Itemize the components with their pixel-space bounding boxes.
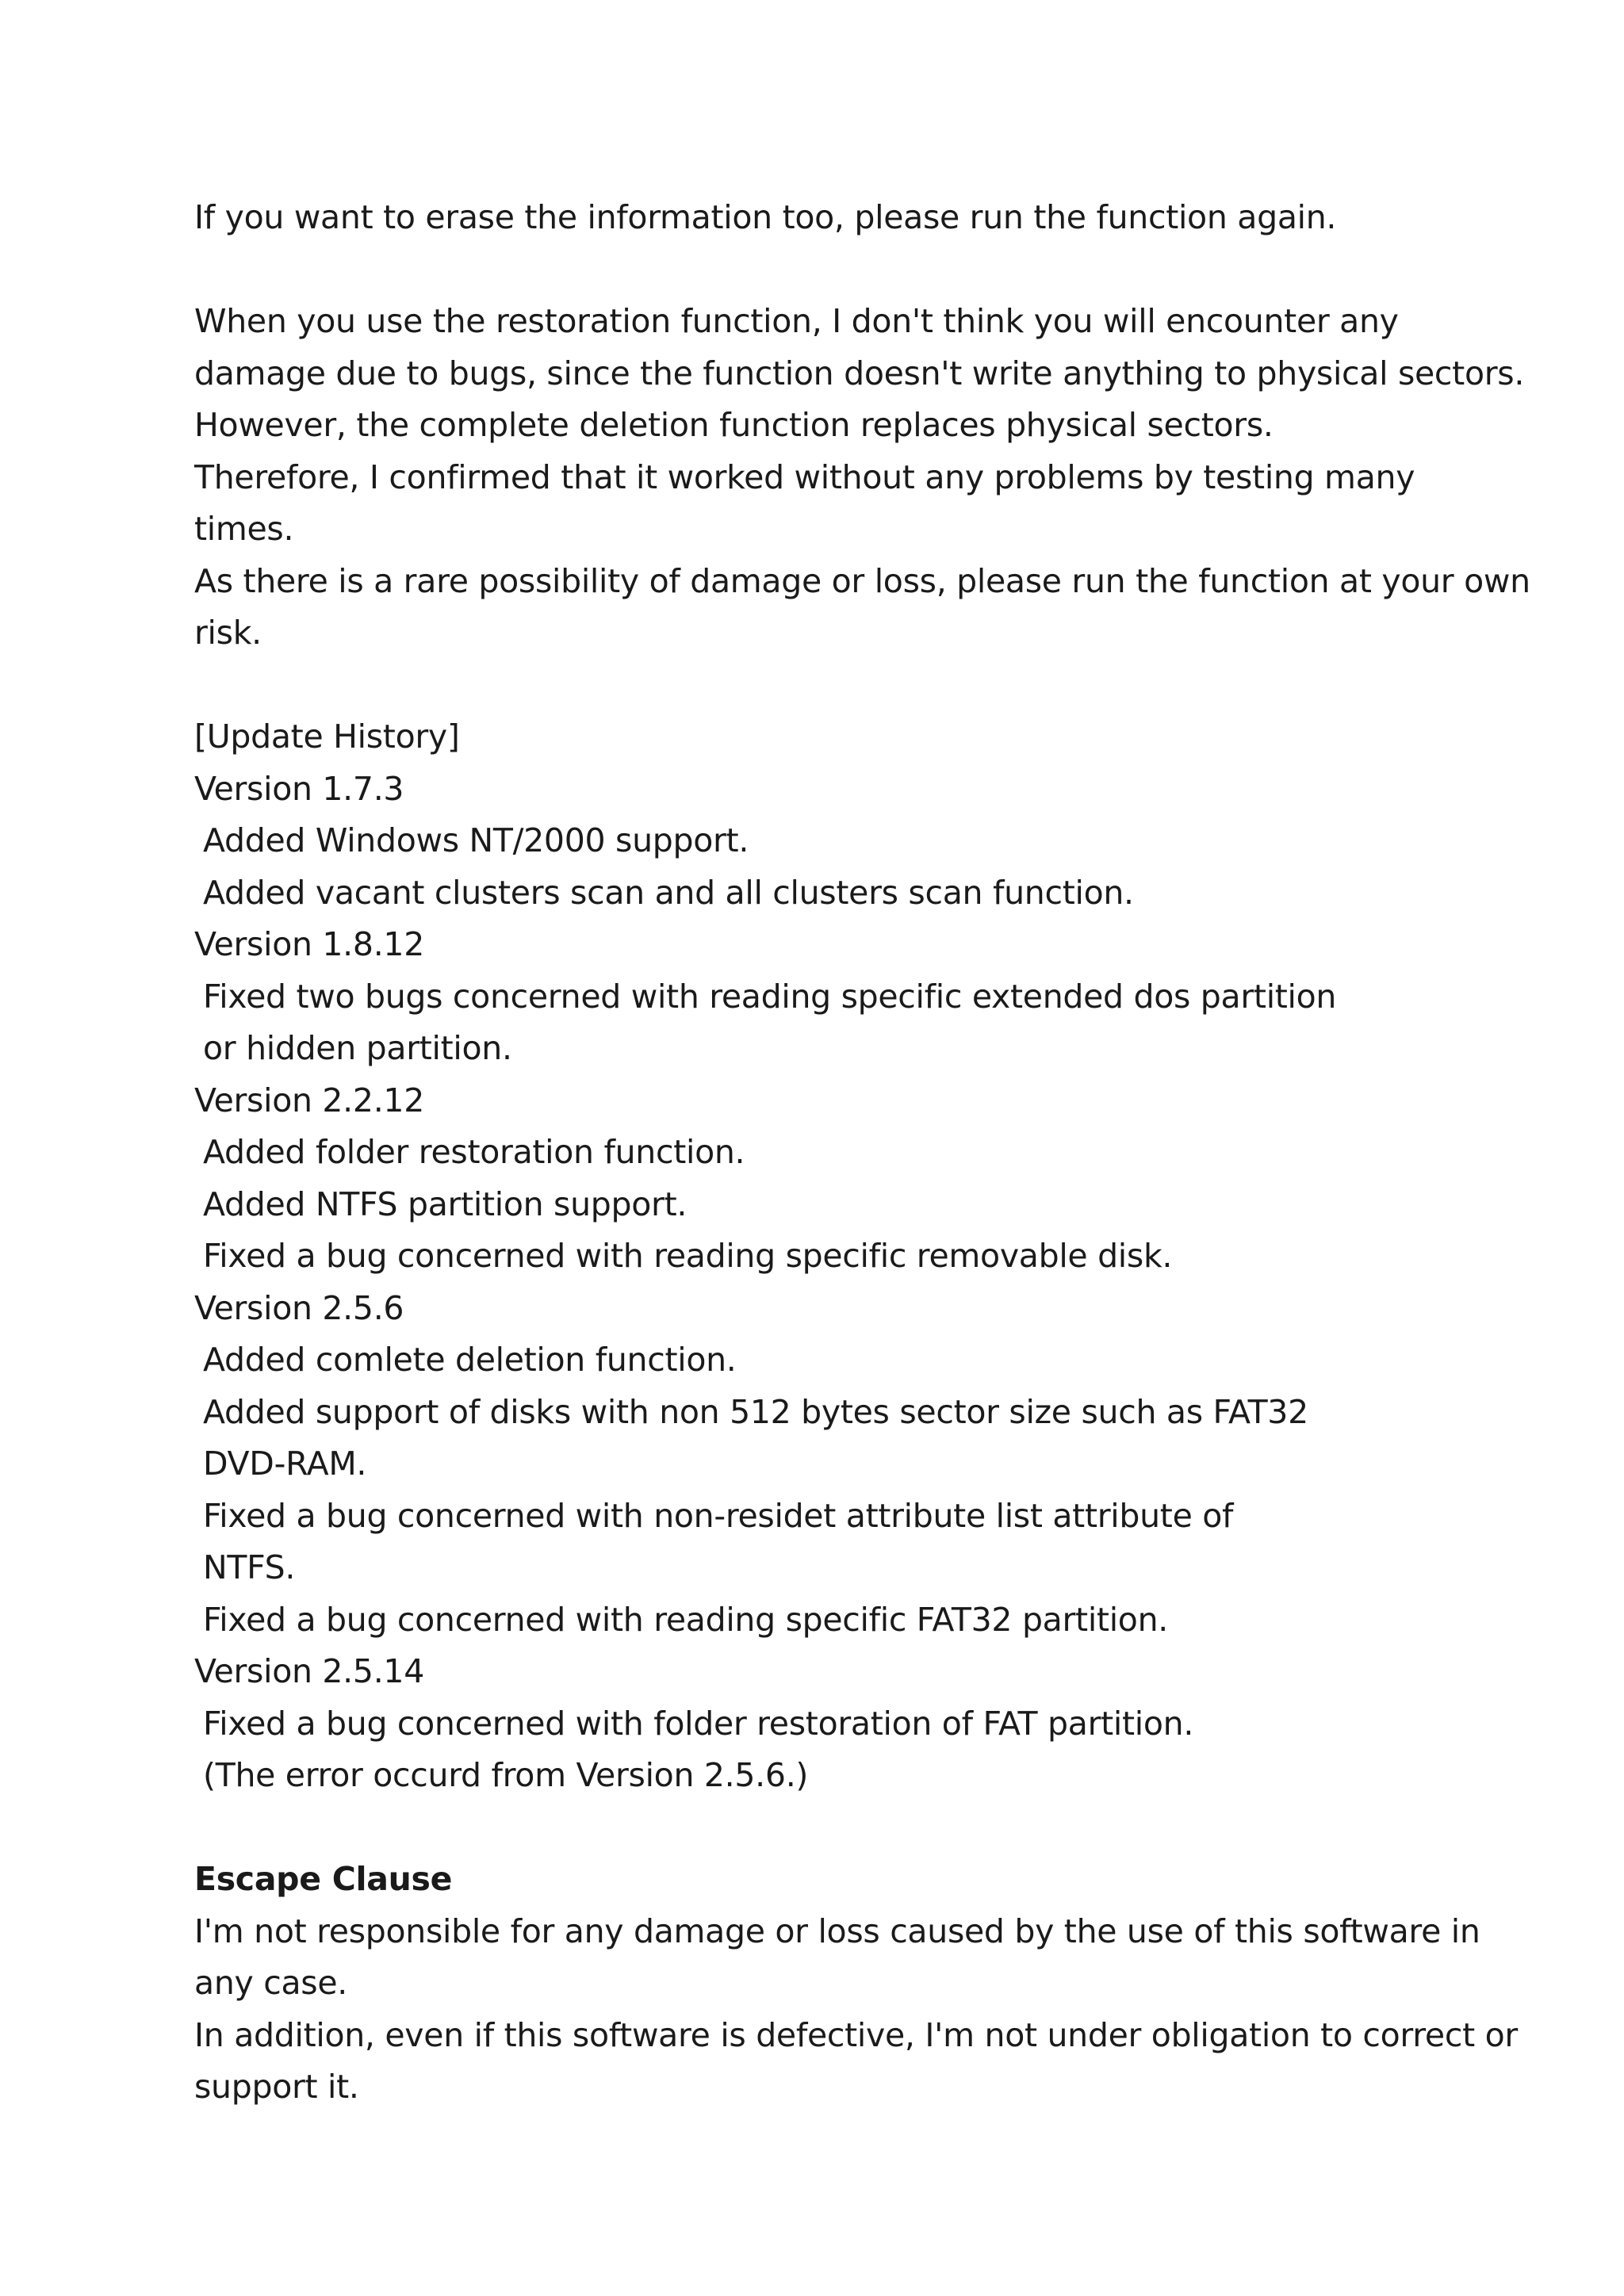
version-note: Added support of disks with non 512 bytes sector size such as FAT32	[203, 1392, 1308, 1431]
warning-line: times.	[194, 510, 294, 548]
escape-clause-line: I'm not responsible for any damage or loss caused by the use of this software in	[194, 1911, 1480, 1950]
version-note: Fixed a bug concerned with non-residet attribute list attribute of	[203, 1496, 1234, 1535]
version-note: Added Windows NT/2000 support.	[203, 821, 749, 859]
version-note: DVD-RAM.	[203, 1445, 367, 1483]
version-note: Fixed two bugs concerned with reading specific extended dos partition	[203, 977, 1337, 1016]
version-label: Version 2.5.6	[194, 1288, 404, 1327]
escape-clause-line: support it.	[194, 2068, 359, 2106]
version-label: Version 1.7.3	[194, 769, 404, 808]
version-note: Added vacant clusters scan and all clusters scan function.	[203, 873, 1134, 912]
version-label: Version 2.5.14	[194, 1652, 425, 1690]
paragraph-gap	[194, 1802, 1479, 1854]
document-body	[194, 192, 1530, 2114]
warning-line: damage due to bugs, since the function doesn't write anything to physical sectors.	[194, 354, 1525, 392]
escape-clause-line: any case.	[194, 1964, 347, 2002]
version-note: (The error occurd from Version 2.5.6.)	[203, 1756, 809, 1794]
warning-paragraph	[194, 296, 1530, 660]
version-note: NTFS.	[203, 1548, 296, 1586]
version-note: Fixed a bug concerned with reading specific removable disk.	[203, 1237, 1173, 1275]
warning-line: Therefore, I confirmed that it worked without any problems by testing many	[194, 457, 1415, 496]
escape-clause-heading: Escape Clause	[194, 1860, 453, 1898]
version-label: Version 2.2.12	[194, 1081, 425, 1119]
update-history-heading: [Update History]	[194, 718, 460, 756]
escape-clause-section	[194, 1854, 1518, 2114]
warning-line: However, the complete deletion function replaces physical sectors.	[194, 406, 1274, 444]
version-note: or hidden partition.	[203, 1029, 512, 1067]
version-label: Version 1.8.12	[194, 925, 425, 963]
warning-line: When you use the restoration function, I don't think you will encounter any	[194, 302, 1399, 340]
paragraph-gap	[194, 660, 1479, 712]
escape-clause-line: In addition, even if this software is defective, I'm not under obligation to correct or	[194, 2015, 1518, 2054]
version-note: Fixed a bug concerned with reading specific FAT32 partition.	[203, 1600, 1168, 1639]
erase-again-line: If you want to erase the information too, please run the function again.	[194, 198, 1337, 236]
paragraph-gap	[194, 244, 1479, 297]
version-note: Added NTFS partition support.	[203, 1184, 688, 1223]
version-note: Added folder restoration function.	[203, 1133, 745, 1171]
version-note: Added comlete deletion function.	[203, 1341, 737, 1379]
version-note: Fixed a bug concerned with folder restoration of FAT partition.	[203, 1704, 1194, 1743]
update-history-section	[194, 711, 1479, 1802]
warning-line: risk.	[194, 614, 262, 652]
warning-line: As there is a rare possibility of damage or loss, please run the function at your own	[194, 561, 1530, 600]
